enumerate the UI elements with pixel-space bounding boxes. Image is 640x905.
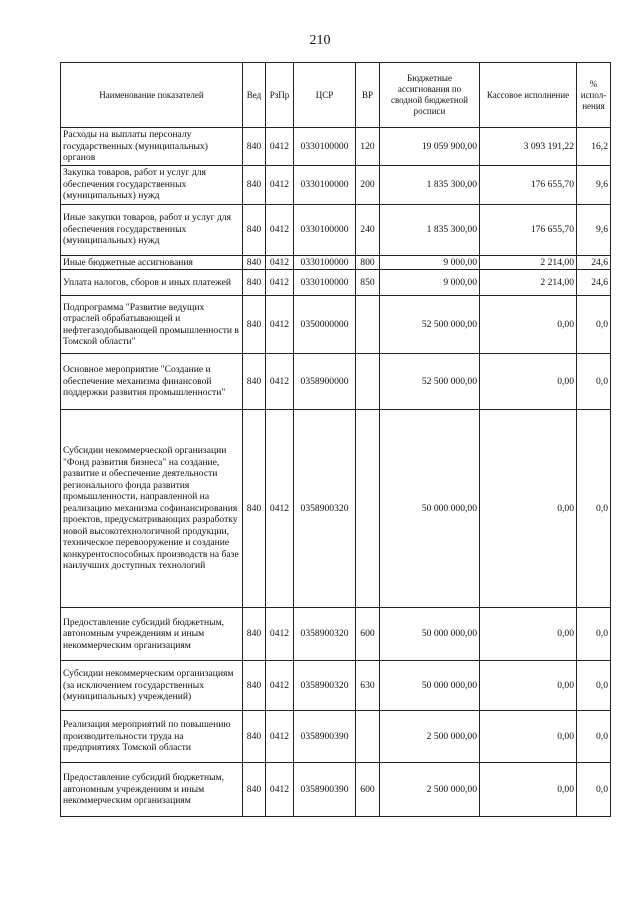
row-cash: 0,00 [480, 661, 577, 711]
header-budget: Бюджетные ассигнования по сводной бюджетной росписи [380, 63, 480, 128]
table-row [61, 128, 611, 166]
row-csr: 0358900320 [294, 410, 356, 608]
row-cash: 3 093 191,22 [480, 128, 577, 166]
row-pct: 16,2 [577, 128, 611, 166]
header-vr: ВР [356, 63, 380, 128]
row-ved: 840 [243, 354, 266, 410]
row-name: Иные закупки товаров, работ и услуг для обеспечения государственных (муниципальных) нужд [61, 204, 243, 255]
row-rzpr: 0412 [266, 165, 294, 204]
table-row [61, 608, 611, 661]
row-pct: 0,0 [577, 661, 611, 711]
row-vr [356, 711, 380, 763]
row-name: Предоставление субсидий бюджетным, автономным учреждениям и иным некоммерческим организациям [61, 608, 243, 661]
row-name: Предоставление субсидий бюджетным, автономным учреждениям и иным некоммерческим организациям [61, 763, 243, 817]
row-vr: 600 [356, 763, 380, 817]
budget-execution-table [60, 62, 611, 817]
row-vr: 600 [356, 608, 380, 661]
row-budget: 52 500 000,00 [380, 354, 480, 410]
row-budget: 52 500 000,00 [380, 296, 480, 354]
row-ved: 840 [243, 270, 266, 296]
row-rzpr: 0412 [266, 608, 294, 661]
row-rzpr: 0412 [266, 711, 294, 763]
table-row [61, 410, 611, 608]
row-ved: 840 [243, 608, 266, 661]
row-csr: 0358900390 [294, 711, 356, 763]
row-budget: 50 000 000,00 [380, 661, 480, 711]
row-cash: 2 214,00 [480, 270, 577, 296]
row-cash: 0,00 [480, 296, 577, 354]
row-vr: 200 [356, 165, 380, 204]
row-csr: 0330100000 [294, 165, 356, 204]
row-vr: 120 [356, 128, 380, 166]
row-cash: 0,00 [480, 711, 577, 763]
row-csr: 0350000000 [294, 296, 356, 354]
row-pct: 24,6 [577, 255, 611, 270]
header-cash: Кассовое исполнение [480, 63, 577, 128]
row-rzpr: 0412 [266, 763, 294, 817]
row-name: Иные бюджетные ассигнования [61, 255, 243, 270]
row-budget: 50 000 000,00 [380, 608, 480, 661]
row-ved: 840 [243, 410, 266, 608]
row-cash: 0,00 [480, 410, 577, 608]
row-cash: 0,00 [480, 608, 577, 661]
row-pct: 9,6 [577, 165, 611, 204]
row-budget: 1 835 300,00 [380, 204, 480, 255]
row-pct: 0,0 [577, 763, 611, 817]
row-csr: 0330100000 [294, 255, 356, 270]
table-row [61, 354, 611, 410]
row-ved: 840 [243, 763, 266, 817]
header-csr: ЦСР [294, 63, 356, 128]
row-cash: 0,00 [480, 763, 577, 817]
row-pct: 0,0 [577, 711, 611, 763]
row-name: Уплата налогов, сборов и иных платежей [61, 270, 243, 296]
row-vr: 630 [356, 661, 380, 711]
row-pct: 0,0 [577, 608, 611, 661]
row-name: Расходы на выплаты персоналу государственных (муниципальных) органов [61, 128, 243, 166]
row-vr [356, 296, 380, 354]
row-pct: 0,0 [577, 354, 611, 410]
row-csr: 0358900000 [294, 354, 356, 410]
row-csr: 0358900320 [294, 608, 356, 661]
row-ved: 840 [243, 255, 266, 270]
row-rzpr: 0412 [266, 410, 294, 608]
table-row [61, 204, 611, 255]
row-budget: 50 000 000,00 [380, 410, 480, 608]
row-budget: 19 059 900,00 [380, 128, 480, 166]
header-name: Наименование показателей [61, 63, 243, 128]
table-row [61, 165, 611, 204]
row-rzpr: 0412 [266, 255, 294, 270]
row-csr: 0330100000 [294, 204, 356, 255]
row-rzpr: 0412 [266, 354, 294, 410]
row-csr: 0358900390 [294, 763, 356, 817]
row-csr: 0330100000 [294, 270, 356, 296]
row-csr: 0330100000 [294, 128, 356, 166]
row-cash: 176 655,70 [480, 204, 577, 255]
row-name: Подпрограмма "Развитие ведущих отраслей обрабатывающей и нефтегазодобывающей промышленности в Томской области" [61, 296, 243, 354]
header-pct: % испол-нения [577, 63, 611, 128]
table-row [61, 661, 611, 711]
row-ved: 840 [243, 128, 266, 166]
row-cash: 0,00 [480, 354, 577, 410]
row-cash: 2 214,00 [480, 255, 577, 270]
row-ved: 840 [243, 165, 266, 204]
row-vr: 800 [356, 255, 380, 270]
row-rzpr: 0412 [266, 270, 294, 296]
row-vr [356, 354, 380, 410]
row-pct: 0,0 [577, 296, 611, 354]
row-pct: 9,6 [577, 204, 611, 255]
row-budget: 9 000,00 [380, 270, 480, 296]
row-name: Субсидии некоммерческим организациям (за исключением государственных (муниципальных) учреждений) [61, 661, 243, 711]
row-cash: 176 655,70 [480, 165, 577, 204]
row-rzpr: 0412 [266, 128, 294, 166]
row-budget: 2 500 000,00 [380, 711, 480, 763]
row-name: Закупка товаров, работ и услуг для обеспечения государственных (муниципальных) нужд [61, 165, 243, 204]
table-row [61, 255, 611, 270]
row-rzpr: 0412 [266, 661, 294, 711]
header-rzpr: РзПр [266, 63, 294, 128]
table-header-row [61, 63, 611, 128]
row-pct: 0,0 [577, 410, 611, 608]
row-name: Субсидии некоммерческой организации "Фонд развития бизнеса" на создание, развитие и обеспечение деятельности регионального фонда развития промышленности, направленной на реализацию механизма софинансирования проектов, предусматривающих разработку новой высокотехнологичной продукции, техническое перевооружение и создание конкурентоспособных производств на базе наилучших доступных технологий [61, 410, 243, 608]
row-pct: 24,6 [577, 270, 611, 296]
row-ved: 840 [243, 711, 266, 763]
table-row [61, 763, 611, 817]
row-vr: 850 [356, 270, 380, 296]
row-name: Реализация мероприятий по повышению производительности труда на предприятиях Томской области [61, 711, 243, 763]
row-vr: 240 [356, 204, 380, 255]
row-budget: 1 835 300,00 [380, 165, 480, 204]
row-budget: 9 000,00 [380, 255, 480, 270]
row-rzpr: 0412 [266, 204, 294, 255]
row-rzpr: 0412 [266, 296, 294, 354]
row-csr: 0358900320 [294, 661, 356, 711]
row-name: Основное мероприятие "Создание и обеспечение механизма финансовой поддержки развития промышленности" [61, 354, 243, 410]
table-row [61, 270, 611, 296]
row-vr [356, 410, 380, 608]
table-row [61, 296, 611, 354]
page-number: 210 [309, 33, 331, 48]
table-row [61, 711, 611, 763]
row-ved: 840 [243, 296, 266, 354]
row-ved: 840 [243, 204, 266, 255]
row-budget: 2 500 000,00 [380, 763, 480, 817]
header-ved: Вед [243, 63, 266, 128]
row-ved: 840 [243, 661, 266, 711]
